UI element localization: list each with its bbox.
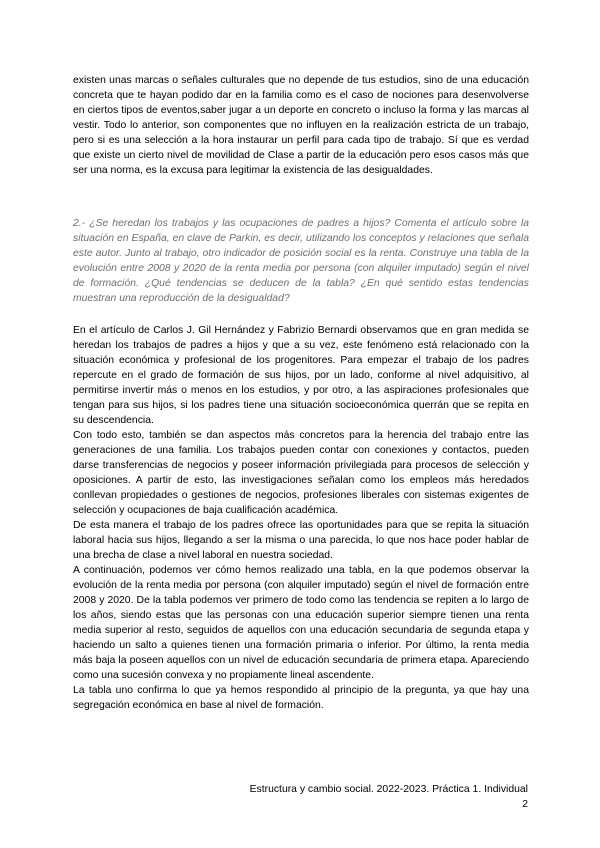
answer-paragraph-5: La tabla uno confirma lo que ya hemos respondido al principio de la pregunta, ya que hay una segregación económica en base al nivel de formación. — [73, 685, 529, 711]
answer-paragraph-4: A continuación, podemos ver cómo hemos realizado una tabla, en la que podemos observar la evolución de la renta media por persona (con alquiler imputado) según el nivel de formación entre 2008 y 2020. De la tabla podemos ver primero de todo como las tendencia se repiten a lo largo de los años, siendo estas que las personas con una educación superior siempre tienen una renta media superior al resto, seguidos de aquellos con una educación secundaria de segunda etapa y haciendo un salto a quienes tienen una formación primaria o inferior. Por último, la renta media más baja la poseen aquellos con un nivel de educación secundaria de primera etapa. Apareciendo como una sucesión convexa y no propiamente lineal ascendente. — [73, 565, 529, 681]
answer-paragraph-1: En el artículo de Carlos J. Gil Hernández y Fabrizio Bernardi observamos que en gran medida se heredan los trabajos de padres a hijos y que a su vez, este fenómeno está relacionado con la situación económica y profesional de los progenitores. Para empezar el trabajo de los padres repercute en el grado de formación de sus hijos, por un lado, conforme al nivel adquisitivo, al permitirse invertir más o menos en los estudios, y por otro, a las aspiraciones profesionales que tengan para sus hijos, si los padres tiene una situación socioeconómica querrán que se repita en su descendencia. — [73, 325, 529, 426]
page-number: 2 — [522, 799, 528, 810]
question-prompt: 2.- ¿Se heredan los trabajos y las ocupaciones de padres a hijos? Comenta el artículo sobre la situación en España, en clave de Parkin, es decir, utilizando los conceptos y relaciones que señala este autor. Junto al trabajo, otro indicador de posición social es la renta. Construye una tabla de la evolución entre 2008 y 2020 de la renta media por persona (con alquiler imputado) según el nivel de formación. ¿Qué tendencias se deducen de la tabla? ¿En qué sentido estas tendencias muestran una reproducción de la desigualdad? — [73, 218, 529, 304]
document-page — [73, 73, 529, 713]
answer-paragraph-3: De esta manera el trabajo de los padres ofrece las oportunidades para que se repita la situación laboral hacia sus hijos, llegando a ser la misma o una parecida, lo que nos hace poder hablar de una brecha de clase a nivel laboral en nuestra sociedad. — [73, 520, 529, 561]
page-footer — [250, 782, 528, 812]
answer-paragraph-2: Con todo esto, también se dan aspectos más concretos para la herencia del trabajo entre las generaciones de una familia. Los trabajos pueden contar con conexiones y contactos, pueden darse transferencias de negocios y poseer información privilegiada para procesos de selección y oposiciones. A partir de esto, las investigaciones señalan como los empleos más heredados conllevan propiedades o gestiones de negocios, profesiones liberales con sistemas exigentes de selección y ocupaciones de baja cualificación académica. — [73, 430, 529, 516]
spacer — [73, 178, 529, 216]
intro-paragraph: existen unas marcas o señales culturales que no depende de tus estudios, sino de una educación concreta que te hayan podido dar en la familia como es el caso de nociones para desenvolverse en ciertos tipos de eventos,saber jugar a un deporte en concreto o incluso la forma y las marcas al vestir. Todo lo anterior, son componentes que no influyen en la realización estricta de un trabajo, pero si es una selección a la hora instaurar un perfil para cada tipo de trabajo. Sí que es verdad que existe un cierto nivel de movilidad de Clase a partir de la educación pero esos casos más que ser una norma, es la excusa para legitimar la existencia de las desigualdades. — [73, 75, 529, 176]
footer-course-line: Estructura y cambio social. 2022-2023. Práctica 1. Individual — [249, 784, 528, 795]
spacer — [73, 306, 529, 323]
